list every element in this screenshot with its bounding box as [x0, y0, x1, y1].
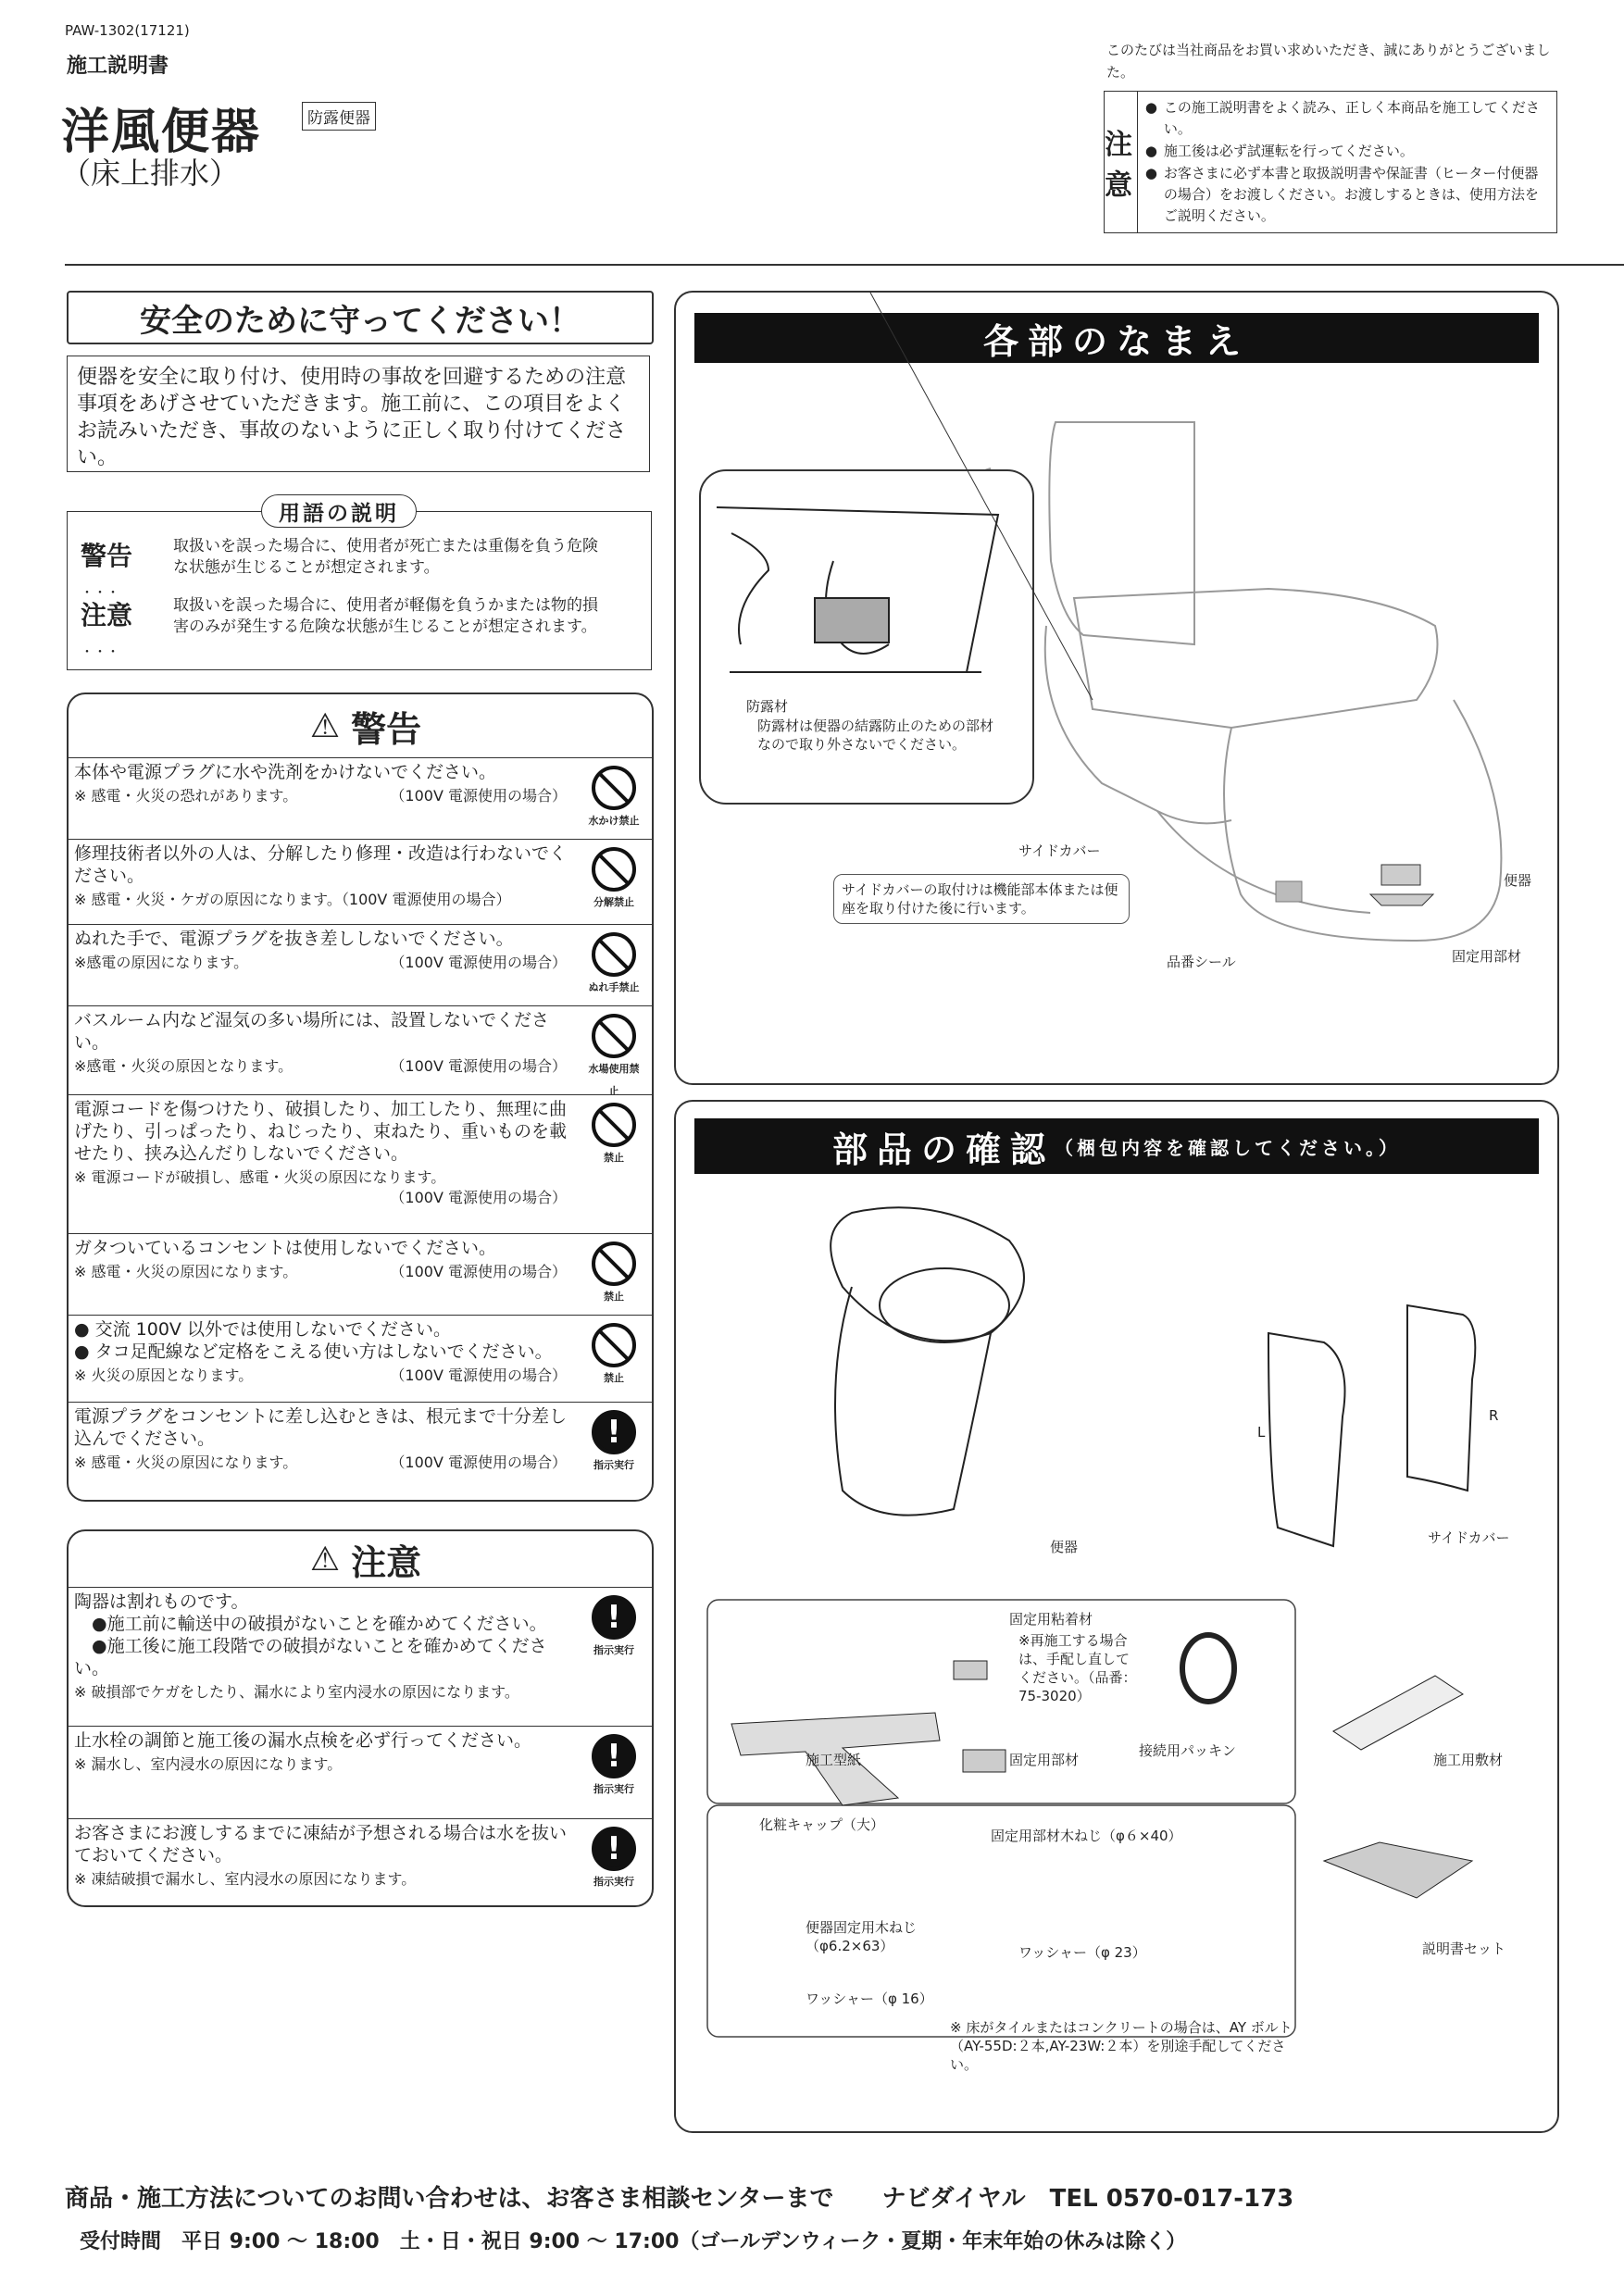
warning-note: ※ 感電・火災・ケガの原因になります。（100V 電源使用の場合） — [74, 891, 511, 908]
caution-note: ※ 漏水し、室内浸水の原因になります。 — [74, 1755, 343, 1773]
warning-symbol — [587, 766, 641, 832]
header-caution-box — [1104, 91, 1557, 233]
warning-row — [69, 757, 652, 840]
adhesive-note: ※再施工する場合は、手配し直してください。（品番：75-3020） — [1018, 1632, 1137, 1704]
anti-dew-desc: 防露材は便器の結露防止のための部材なので取り外さないでください。 — [757, 718, 994, 753]
manual-set-shape — [1324, 1842, 1472, 1898]
names-heading: 各部のなまえ — [694, 313, 1539, 363]
prohibition-icon — [592, 847, 636, 892]
warning-note-right: （100V 電源使用の場合） — [390, 954, 567, 971]
mandatory-action-icon: ! — [592, 1827, 636, 1871]
warning-text: ガタついているコンセントは使用しないでください。 — [74, 1238, 497, 1258]
term-dots: ・・・ — [81, 586, 119, 601]
caution-symbol — [587, 1595, 641, 1662]
warning-text: 本体や電源プラグに水や洗剤をかけないでください。 — [74, 762, 497, 782]
caution-note: ※ 破損部でケガをしたり、漏水により室内浸水の原因になります。 — [74, 1683, 519, 1701]
footer-hours: 受付時間 平日 9:00 ～ 18:00 土・日・祝日 9:00 ～ 17:00（ゴールデンウィーク・夏期・年末年始の休みは除く） — [80, 2230, 1187, 2253]
document-type: 施工説明書 — [67, 55, 169, 78]
side-cover-label: サイドカバー — [1018, 842, 1101, 859]
adhesive-label: 固定用粘着材 — [1009, 1611, 1093, 1628]
prohibition-icon — [592, 1014, 636, 1058]
warning-note-right: （100V 電源使用の場合） — [390, 1263, 567, 1280]
warning-triangle-icon: ⚠ — [309, 706, 341, 745]
washer23-label: ワッシャー（φ 23） — [1018, 1944, 1146, 1961]
product-badge: 防露便器 — [302, 102, 376, 131]
warning-text: 電源コードを傷つけたり、破損したり、加工したり、無理に曲げたり、引っぱったり、ねじったり、束ねたり、重いものを載せたり、挟み込んだりしないでください。 — [74, 1099, 568, 1164]
fixing-part-shape — [963, 1750, 1006, 1772]
parts-panel — [674, 1100, 1559, 2133]
product-seal-label: 品番シール — [1167, 954, 1236, 970]
terms-box — [67, 511, 652, 670]
caution-text: お客さまにお渡しするまでに凍結が予想される場合は水を抜いておいてください。 — [74, 1823, 568, 1866]
warning-note: ※感電・火災の原因となります。 — [74, 1057, 294, 1075]
document-number: PAW-1302(17121) — [65, 22, 190, 39]
parts-fixing-label: 固定用部材 — [1009, 1752, 1080, 1768]
mandatory-action-icon: ! — [592, 1734, 636, 1778]
toilet-label: 便器 — [1504, 872, 1532, 889]
wood-screw-toilet-label: 便器固定用木ねじ（φ6.2×63） — [806, 1919, 918, 1954]
warning-note: ※感電の原因になります。 — [74, 954, 249, 971]
toilet-bowl-shape — [831, 1207, 1024, 1515]
cap-label: 化粧キャップ（大） — [759, 1816, 885, 1833]
warning-note-right: （100V 電源使用の場合） — [390, 1366, 567, 1384]
parts-toilet-label: 便器 — [1050, 1539, 1079, 1555]
warning-symbol — [587, 1242, 641, 1308]
left-label: L — [1257, 1424, 1266, 1441]
warning-text: 電源プラグをコンセントに差し込むときは、根元まで十分差し込んでください。 — [74, 1406, 568, 1449]
caution-heading — [69, 1531, 652, 1588]
caution-symbol — [587, 1827, 641, 1893]
fixing-part-shape — [1370, 865, 1433, 905]
safety-heading: 安全のために守ってください！ — [67, 291, 654, 344]
warning-row — [69, 1233, 652, 1316]
term-desc: 取扱いを誤った場合に、使用者が死亡または重傷を負う危険な状態が生じることが想定されます。 — [173, 537, 598, 577]
parts-diagrams — [676, 1102, 1557, 2131]
safety-intro: 便器を安全に取り付け、使用時の事故を回避するための注意事項をあげさせていただきます。施工前に、この項目をよくお読みいただき、事故のないように正しく取り付けてください。 — [67, 356, 650, 472]
warning-note-right: （100V 電源使用の場合） — [390, 1057, 567, 1075]
fixing-part-label: 固定用部材 — [1452, 948, 1522, 965]
warning-note: ※ 電源コードが破損し、感電・火災の原因になります。 — [74, 1168, 446, 1186]
caution-symbol-label: 指示実行 — [593, 1783, 634, 1795]
header-caution-label: 注意 — [1105, 92, 1138, 232]
terms-title: 用語の説明 — [261, 494, 417, 528]
caution-row — [69, 1726, 652, 1819]
warning-row — [69, 1402, 652, 1495]
packing-label: 接続用パッキン — [1139, 1742, 1236, 1759]
mandatory-action-icon: ! — [592, 1595, 636, 1640]
warning-symbol-label: 水場使用禁止 — [588, 1063, 640, 1097]
parts-side-cover-label: サイドカバー — [1428, 1529, 1510, 1546]
side-cover-note: サイドカバーの取付けは機能部本体または便座を取り付けた後に行います。 — [833, 874, 1130, 924]
warning-symbol-label: 禁止 — [604, 1291, 624, 1303]
packing-shape — [1182, 1635, 1234, 1702]
warning-text: ぬれた手で、電源プラグを抜き差ししないでください。 — [74, 929, 514, 949]
caution-note: ※ 凍結破損で漏水し、室内浸水の原因になります。 — [74, 1870, 417, 1888]
caution-text: 陶器は割れものです。 ●施工前に輸送中の破損がないことを確かめてください。 ●施工後に施工段階での破損がないことを確かめてください。 — [74, 1591, 547, 1678]
header-divider — [65, 264, 1624, 266]
mandatory-action-icon: ! — [592, 1410, 636, 1454]
parts-heading-note: （梱包内容を確認してください。） — [1055, 1136, 1401, 1159]
header-caution-item: ● この施工説明書をよく読み、正しく本商品を施工してください。 — [1164, 97, 1549, 140]
side-cover-left-shape — [1268, 1333, 1345, 1546]
page-title: 洋風便器 — [61, 105, 262, 160]
names-panel — [674, 291, 1559, 1085]
warning-symbol-label: 指示実行 — [593, 1459, 634, 1471]
warning-symbol — [587, 1410, 641, 1477]
warning-symbol-label: ぬれ手禁止 — [588, 981, 640, 993]
term-label: 警告 — [81, 541, 133, 571]
caution-row — [69, 1818, 652, 1906]
warning-text: バスルーム内など湿気の多い場所には、設置しないでください。 — [74, 1010, 550, 1053]
warning-symbol-label: 分解禁止 — [593, 896, 634, 908]
warning-symbol — [587, 932, 641, 999]
warning-note-right: （100V 電源使用の場合） — [390, 1454, 567, 1471]
warning-symbol — [587, 1014, 641, 1103]
mat-label: 施工用敷材 — [1433, 1752, 1504, 1768]
side-cover-right-shape — [1407, 1305, 1475, 1491]
warning-note: ※ 感電・火災の原因になります。 — [74, 1263, 298, 1280]
caution-heading-text: 注意 — [351, 1541, 422, 1583]
warning-symbol-label: 水かけ禁止 — [588, 815, 640, 827]
warning-note-right: （100V 電源使用の場合） — [390, 787, 567, 805]
parts-heading-text: 部品の確認 — [831, 1129, 1055, 1170]
prohibition-icon — [592, 766, 636, 810]
warning-note: ※ 感電・火災の原因になります。 — [74, 1454, 298, 1471]
mat-shape — [1333, 1676, 1463, 1750]
warning-row — [69, 1094, 652, 1234]
page-subtitle: （床上排水） — [61, 156, 240, 191]
warning-heading — [69, 694, 652, 758]
adhesive-shape — [954, 1661, 987, 1679]
header-caution-item: ● お客さまに必ず本書と取扱説明書や保証書（ヒーター付便器の場合）をお渡しください。お渡しするときは、使用方法をご説明ください。 — [1164, 163, 1549, 227]
prohibition-icon — [592, 1323, 636, 1367]
warning-note: ※ 感電・火災の恐れがあります。 — [74, 787, 298, 805]
warning-row — [69, 839, 652, 925]
caution-symbol-label: 指示実行 — [593, 1644, 634, 1656]
term-desc: 取扱いを誤った場合に、使用者が軽傷を負うかまたは物的損害のみが発生する危険な状態が生じることが想定されます。 — [173, 596, 598, 636]
warning-symbol — [587, 1103, 641, 1169]
manual-set-label: 説明書セット — [1422, 1940, 1506, 1957]
warning-text: 修理技術者以外の人は、分解したり修理・改造は行わないでください。 — [74, 843, 568, 886]
warning-panel — [67, 693, 654, 1502]
term-dots: ・・・ — [81, 645, 119, 660]
warning-note: ※ 火災の原因となります。 — [74, 1366, 254, 1384]
warning-row — [69, 1005, 652, 1095]
caution-panel — [67, 1529, 654, 1907]
caution-triangle-icon: ⚠ — [309, 1540, 341, 1578]
parts-note: ※ 床がタイルまたはコンクリートの場合は、AY ボルト（AY-55D:２本,AY-23W:２本）を別途手配してください。 — [950, 2019, 1293, 2073]
warning-row — [69, 924, 652, 1006]
warning-row — [69, 1315, 652, 1403]
warning-heading-text: 警告 — [351, 708, 422, 750]
warning-symbol — [587, 1323, 641, 1390]
toilet-diagram — [676, 293, 1557, 1083]
product-seal-shape — [1276, 881, 1302, 902]
washer16-label: ワッシャー（φ 16） — [806, 1990, 933, 2007]
warning-note-right: （100V 電源使用の場合） — [390, 1189, 567, 1206]
prohibition-icon — [592, 1242, 636, 1286]
thanks-text: このたびは当社商品をお買い求めいただき、誠にありがとうございました。 — [1106, 42, 1551, 81]
wood-screw-fix-label: 固定用部材木ねじ（φ６×40） — [991, 1828, 1182, 1844]
prohibition-icon — [592, 932, 636, 977]
caution-symbol — [587, 1734, 641, 1801]
warning-symbol — [587, 847, 641, 914]
warning-text: ● 交流 100V 以外では使用しないでください。 ● タコ足配線など定格をこえる使い方はしないでください。 — [74, 1319, 553, 1362]
term-caution — [81, 595, 599, 663]
term-warning — [81, 536, 599, 604]
anti-dew-label: 防露材 — [746, 698, 789, 715]
footer-contact: 商品・施工方法についてのお問い合わせは、お客さま相談センターまで ナビダイヤル TEL 0570-017-173 — [65, 2185, 1294, 2213]
caution-symbol-label: 指示実行 — [593, 1876, 634, 1888]
prohibition-icon — [592, 1103, 636, 1147]
header-caution-item: ● 施工後は必ず試運転を行ってください。 — [1164, 141, 1549, 162]
caution-text: 止水栓の調節と施工後の漏水点検を必ず行ってください。 — [74, 1730, 532, 1751]
warning-symbol-label: 禁止 — [604, 1152, 624, 1164]
template-label: 施工型紙 — [806, 1752, 862, 1768]
term-label: 注意 — [81, 600, 133, 630]
warning-symbol-label: 禁止 — [604, 1372, 624, 1384]
right-label: R — [1489, 1407, 1499, 1424]
caution-row — [69, 1587, 652, 1727]
